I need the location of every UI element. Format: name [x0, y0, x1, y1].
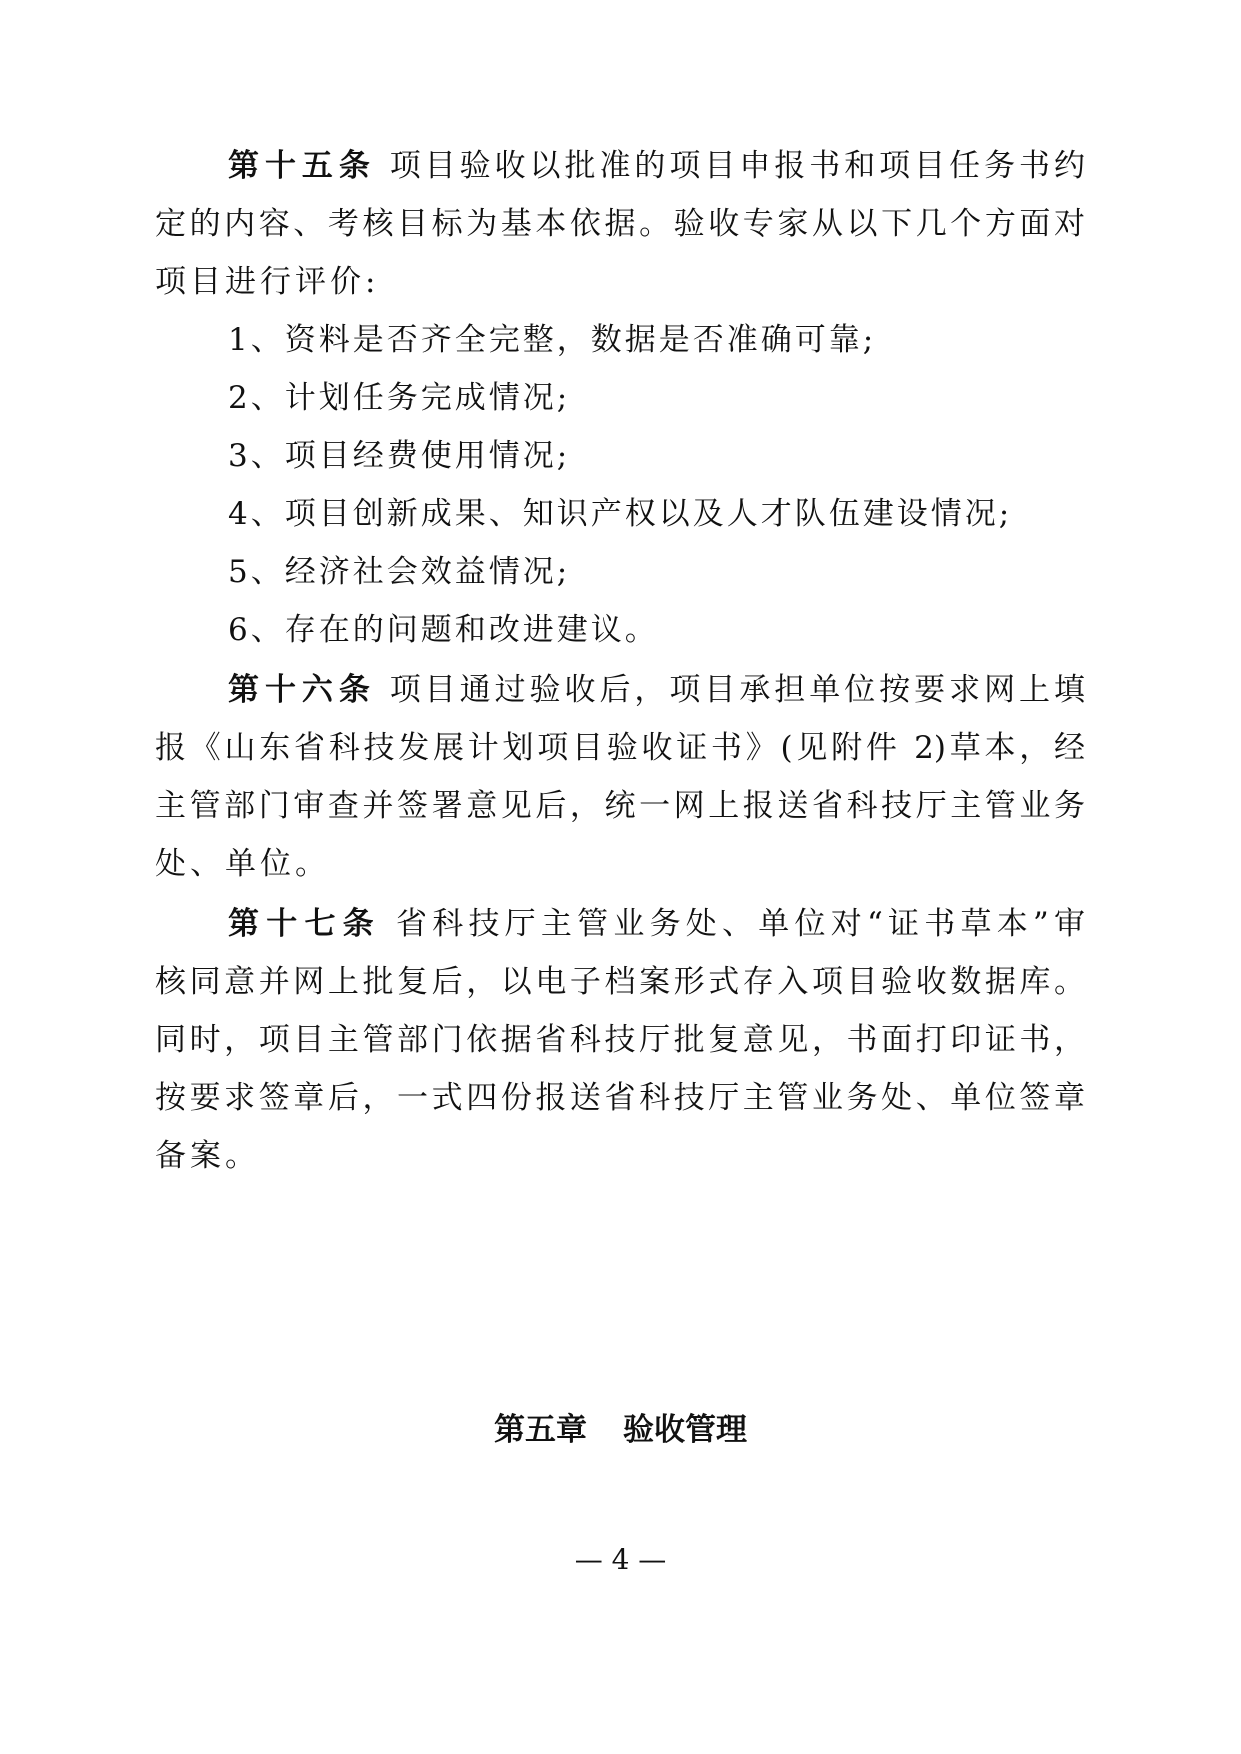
article-15-line-1	[228, 146, 1085, 186]
article-17-text-1: 省科技厅主管业务处、单位对“证书草本”审	[396, 906, 1085, 942]
list-item-4: 4、项目创新成果、知识产权以及人才队伍建设情况;	[228, 496, 1013, 532]
list-item-5: 5、经济社会效益情况;	[228, 554, 571, 590]
list-item-1: 1、资料是否齐全完整，数据是否准确可靠;	[228, 322, 877, 358]
page-number: — 4 —	[574, 1543, 667, 1576]
list-item-6: 6、存在的问题和改进建议。	[228, 612, 659, 648]
article-15-line-2: 定的内容、考核目标为基本依据。验收专家从以下几个方面对	[155, 206, 1085, 242]
chapter-heading	[0, 1410, 1241, 1450]
article-16-line-4: 处、单位。	[155, 846, 330, 882]
list-item-2: 2、计划任务完成情况;	[228, 380, 571, 416]
chapter-title: 验收管理	[623, 1412, 747, 1448]
article-16-text-1: 项目通过验收后，项目承担单位按要求网上填	[389, 672, 1085, 708]
article-17-line-2: 核同意并网上批复后，以电子档案形式存入项目验收数据库。	[155, 964, 1085, 1000]
article-15-line-3: 项目进行评价:	[155, 264, 380, 300]
article-17-line-1	[228, 904, 1085, 944]
article-16-line-1	[228, 670, 1085, 710]
article-15-text-1: 项目验收以批准的项目申报书和项目任务书约	[389, 148, 1085, 184]
article-15-label: 第十五条	[228, 148, 376, 184]
article-17-label: 第十七条	[228, 906, 381, 942]
article-17-line-4: 按要求签章后，一式四份报送省科技厅主管业务处、单位签章	[155, 1080, 1085, 1116]
article-16-line-3: 主管部门审查并签署意见后，统一网上报送省科技厅主管业务	[155, 788, 1085, 824]
article-16-label: 第十六条	[228, 672, 376, 708]
chapter-number: 第五章	[494, 1412, 587, 1448]
article-16-line-2: 报《山东省科技发展计划项目验收证书》(见附件 2)草本，经	[155, 730, 1085, 766]
list-item-3: 3、项目经费使用情况;	[228, 438, 571, 474]
article-17-line-5: 备案。	[155, 1138, 260, 1174]
article-17-line-3: 同时，项目主管部门依据省科技厅批复意见，书面打印证书，	[155, 1022, 1085, 1058]
